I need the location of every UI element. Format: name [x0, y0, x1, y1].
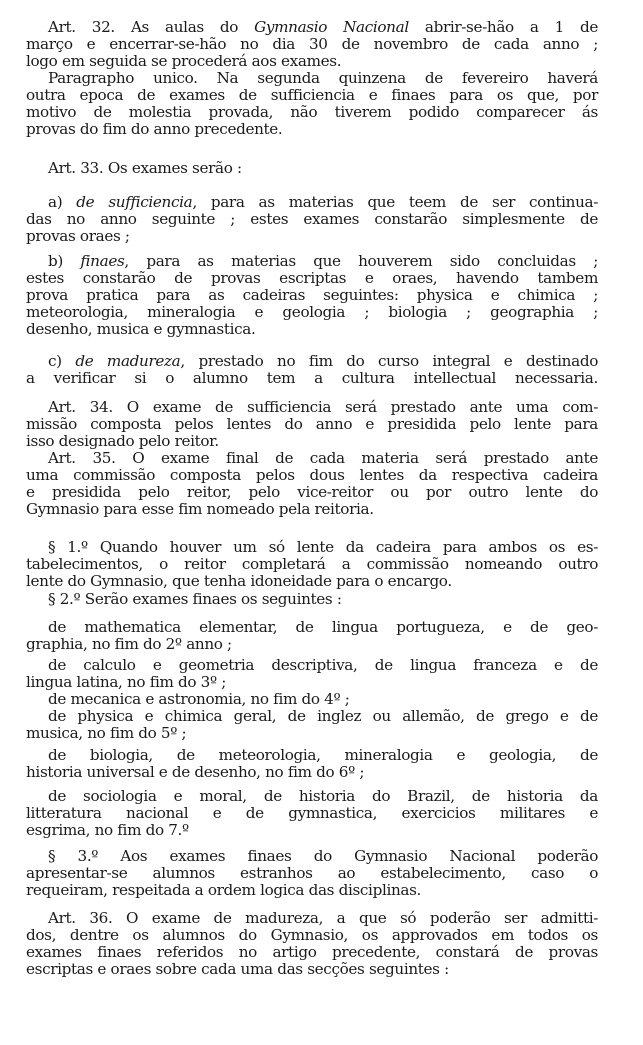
line-text: março e encerrar-se-hão no dia 30 de novembro de cada anno ; — [26, 35, 598, 53]
line-text: provas do fim do anno precedente. — [26, 120, 283, 138]
text-line — [48, 160, 598, 177]
line-text: litteratura nacional e de gymnastica, exercicios militares e — [26, 804, 598, 822]
line-text: desenho, musica e gymnastica. — [26, 320, 256, 338]
text-line — [48, 747, 598, 764]
line-text: Art. 36. O exame de madureza, a que só poderão ser admitti- — [48, 909, 598, 927]
italic-term: de sufficiencia — [76, 193, 193, 211]
line-text: Paragrapho unico. Na segunda quinzena de fevereiro haverá — [48, 69, 598, 87]
line-text: a) — [48, 193, 77, 211]
italic-term: de madureza — [75, 352, 181, 370]
line-text: Art. 33. Os exames serão : — [48, 159, 242, 177]
line-text: c) — [48, 352, 76, 370]
line-text: uma commissão composta pelos dous lentes da respectiva cadeira — [26, 466, 598, 484]
line-text: outra epoca de exames de sufficiencia e finaes para os que, por — [26, 86, 598, 104]
line-text: musica, no fim do 5º ; — [26, 724, 187, 742]
line-text: , para as materias que teem de ser continua- — [192, 193, 599, 211]
line-text: missão composta pelos lentes do anno e presidida pelo lente para — [26, 415, 598, 433]
text-line — [48, 788, 598, 805]
text-line — [48, 848, 598, 865]
text-line — [26, 228, 598, 245]
line-text: graphia, no fim do 2º anno ; — [26, 635, 232, 653]
text-line — [48, 353, 598, 370]
line-text: provas oraes ; — [26, 227, 130, 245]
line-text: , prestado no fim do curso integral e destinado — [180, 352, 598, 370]
line-text: estes constarão de provas escriptas e oraes, havendo tambem — [26, 269, 598, 287]
text-line — [26, 882, 598, 899]
italic-term: Gymnasio Nacional — [254, 18, 409, 36]
line-text: de calculo e geometria descriptiva, de lingua franceza e de — [48, 656, 598, 674]
line-text: lente do Gymnasio, que tenha idoneidade para o encargo. — [26, 572, 452, 590]
text-line — [26, 53, 598, 70]
text-line — [26, 370, 598, 387]
line-text: Art. 32. As aulas do — [48, 18, 255, 36]
text-line — [26, 484, 598, 501]
line-text: , para as materias que houverem sido concluidas ; — [124, 252, 598, 270]
line-text: § 2.º Serão exames finaes os seguintes : — [48, 590, 342, 608]
line-text: tabelecimentos, o reitor completará a commissão nomeando outro — [26, 555, 598, 573]
text-line — [48, 910, 598, 927]
line-text: lingua latina, no fim do 3º ; — [26, 673, 226, 691]
line-text: motivo de molestia provada, não tiverem podido comparecer ás — [26, 103, 598, 121]
text-line — [26, 270, 598, 287]
line-text: de sociologia e moral, de historia do Brazil, de historia da — [48, 787, 598, 805]
line-text: de mecanica e astronomia, no fim do 4º ; — [48, 690, 350, 708]
line-text: isso designado pelo reitor. — [26, 432, 219, 450]
line-text: prova pratica para as cadeiras seguintes: physica e chimica ; — [26, 286, 598, 304]
text-line — [26, 287, 598, 304]
text-line — [26, 725, 598, 742]
text-line — [48, 399, 598, 416]
text-line — [26, 944, 598, 961]
text-line — [26, 304, 598, 321]
text-line — [26, 764, 598, 781]
text-line — [48, 619, 598, 636]
line-text: apresentar-se alumnos estranhos ao estabelecimento, caso o — [26, 864, 598, 882]
text-line — [26, 104, 598, 121]
text-line — [26, 961, 598, 978]
text-line — [26, 556, 598, 573]
text-line — [26, 674, 598, 691]
text-line — [26, 501, 598, 518]
text-line — [26, 805, 598, 822]
line-text: § 1.º Quando houver um só lente da cadeira para ambos os es- — [48, 538, 598, 556]
italic-term: finaes — [80, 252, 125, 270]
text-line — [26, 433, 598, 450]
text-line — [26, 573, 598, 590]
text-line — [48, 194, 598, 211]
text-line — [48, 19, 598, 36]
text-line — [48, 591, 598, 608]
text-line — [26, 36, 598, 53]
text-line — [26, 822, 598, 839]
text-line — [26, 927, 598, 944]
line-text: § 3.º Aos exames finaes do Gymnasio Nacional poderão — [48, 847, 598, 865]
text-line — [48, 691, 598, 708]
line-text: Art. 34. O exame de sufficiencia será prestado ante uma com- — [48, 398, 598, 416]
line-text: abrir-se-hão a 1 de — [408, 18, 598, 36]
text-line — [48, 450, 598, 467]
line-text: Art. 35. O exame final de cada materia será prestado ante — [48, 449, 598, 467]
text-line — [48, 708, 598, 725]
text-line — [48, 657, 598, 674]
line-text: das no anno seguinte ; estes exames constarão simplesmente de — [26, 210, 598, 228]
text-line — [26, 211, 598, 228]
line-text: b) — [48, 252, 81, 270]
line-text: escriptas e oraes sobre cada uma das secções seguintes : — [26, 960, 449, 978]
line-text: de mathematica elementar, de lingua portugueza, e de geo- — [48, 618, 598, 636]
line-text: e presidida pelo reitor, pelo vice-reitor ou por outro lente do — [26, 483, 598, 501]
line-text: de biologia, de meteorologia, mineralogia e geologia, de — [48, 746, 598, 764]
line-text: esgrima, no fim do 7.º — [26, 821, 189, 839]
text-line — [48, 539, 598, 556]
line-text: dos, dentre os alumnos do Gymnasio, os approvados em todos os — [26, 926, 598, 944]
line-text: historia universal e de desenho, no fim do 6º ; — [26, 763, 365, 781]
text-line — [26, 865, 598, 882]
text-line — [26, 87, 598, 104]
line-text: Gymnasio para esse fim nomeado pela reitoria. — [26, 500, 374, 518]
text-line — [26, 467, 598, 484]
line-text: meteorologia, mineralogia e geologia ; biologia ; geographia ; — [26, 303, 598, 321]
line-text: de physica e chimica geral, de inglez ou allemão, de grego e de — [48, 707, 598, 725]
text-line — [48, 70, 598, 87]
text-line — [26, 416, 598, 433]
line-text: a verificar si o alumno tem a cultura intellectual necessaria. — [26, 369, 598, 387]
text-line — [26, 121, 598, 138]
text-line — [26, 636, 598, 653]
line-text: requeiram, respeitada a ordem logica das disciplinas. — [26, 881, 422, 899]
line-text: logo em seguida se procederá aos exames. — [26, 52, 342, 70]
text-line — [26, 321, 598, 338]
text-line — [48, 253, 598, 270]
line-text: exames finaes referidos no artigo precedente, constará de provas — [26, 943, 598, 961]
